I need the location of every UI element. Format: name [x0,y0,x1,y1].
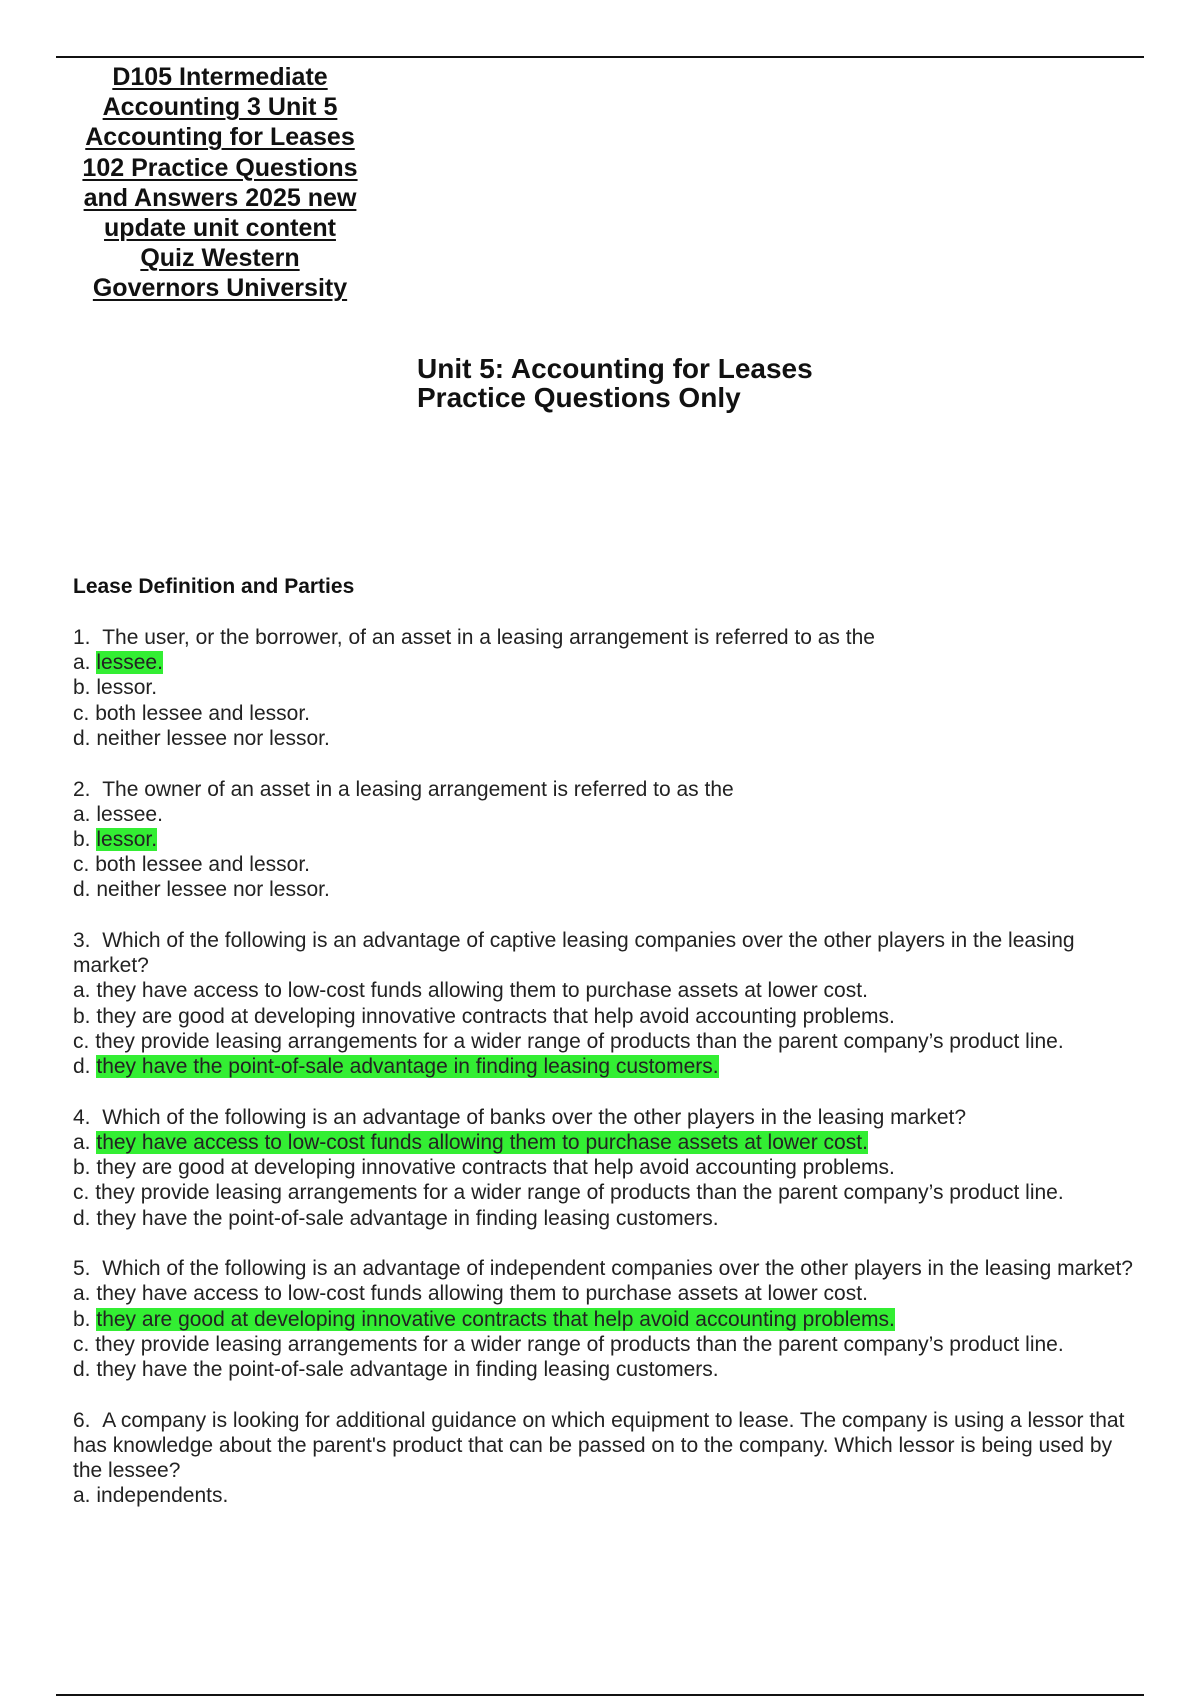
answer-option [73,1004,1143,1029]
option-letter: d. [73,1206,91,1230]
subtitle-line: Practice Questions Only [417,382,741,413]
option-text: they have access to low-cost funds allowing them to purchase assets at lower cost. [96,1282,868,1306]
question-stem: The user, or the borrower, of an asset in a leasing arrangement is referred to as the [102,626,875,649]
question-list [73,625,1143,1534]
question-text [73,1105,1143,1130]
question-text [73,777,1143,802]
question-text [73,928,1143,978]
option-letter: a. [73,651,91,675]
option-letter: b. [73,1004,91,1028]
answer-option [73,877,1143,902]
highlighted-answer: they have access to low-cost funds allowing them to purchase assets at lower cost. [96,1130,868,1154]
question-number: 3. [73,929,91,953]
option-letter: b. [73,676,91,700]
option-text: they are good at developing innovative contracts that help avoid accounting problems. [96,1156,895,1180]
option-text: lessor. [96,676,158,700]
answer-option [73,1180,1143,1205]
answer-option [73,1483,1143,1508]
question-stem: Which of the following is an advantage of banks over the other players in the leasing market? [102,1105,967,1129]
option-text: they provide leasing arrangements for a wider range of products than the parent company’s product line. [95,1029,1064,1053]
option-letter: c. [73,1332,90,1356]
question-stem: A company is looking for additional guidance on which equipment to lease. The company is using a lessor that has knowledge about the parent's product that can be passed on to the company. Which lessor is being used by the lessee? [73,1408,1125,1483]
option-letter: c. [73,701,90,725]
option-letter: b. [73,1307,91,1331]
question-block [73,928,1143,1079]
question-number: 6. [73,1408,91,1432]
answer-option [73,978,1143,1003]
highlighted-answer: they have the point-of-sale advantage in finding leasing customers. [96,1055,719,1079]
option-letter: a. [73,979,91,1003]
option-text: they provide leasing arrangements for a wider range of products than the parent company’s product line. [95,1332,1064,1356]
answer-option [73,1281,1143,1306]
document-title [70,62,370,304]
section-heading: Lease Definition and Parties [73,575,355,598]
option-letter: a. [73,1282,91,1306]
answer-option [73,802,1143,827]
highlighted-answer: lessee. [96,651,163,675]
title-line: Governors University [92,274,348,303]
option-letter: b. [73,827,91,851]
question-block [73,777,1143,903]
question-text [73,625,1143,650]
option-letter: d. [73,1358,91,1382]
answer-option [73,675,1143,700]
answer-option [73,1357,1143,1382]
answer-option [73,1054,1143,1079]
option-text: they have the point-of-sale advantage in finding leasing customers. [96,1206,719,1230]
option-text: neither lessee nor lessor. [96,878,330,902]
title-line: Accounting 3 Unit 5 [102,93,338,122]
answer-option [73,1130,1143,1155]
option-letter: c. [73,853,90,877]
title-line: update unit content [104,214,336,243]
question-text [73,1408,1143,1484]
answer-option [73,1155,1143,1180]
question-stem: Which of the following is an advantage of captive leasing companies over the other players in the leasing market? [73,929,1075,978]
question-number: 4. [73,1105,91,1129]
answer-option [73,701,1143,726]
option-text: neither lessee nor lessor. [96,726,330,750]
answer-option [73,1206,1143,1231]
question-block [73,1256,1143,1382]
option-text: they have the point-of-sale advantage in finding leasing customers. [96,1358,719,1382]
option-text: independents. [96,1484,229,1508]
question-block [73,625,1143,751]
answer-option [73,1332,1143,1357]
answer-option [73,852,1143,877]
option-letter: c. [73,1029,90,1053]
question-number: 1. [73,626,91,649]
question-text [73,1256,1143,1281]
answer-option [73,650,1143,675]
option-text: both lessee and lessor. [95,853,310,877]
option-text: they are good at developing innovative contracts that help avoid accounting problems. [96,1004,895,1028]
subtitle-line: Unit 5: Accounting for Leases [417,353,813,384]
highlighted-answer: lessor. [96,827,158,851]
option-text: lessee. [96,802,163,826]
option-letter: a. [73,1484,91,1508]
title-line: D105 Intermediate [112,63,328,91]
title-line: 102 Practice Questions [82,153,358,182]
option-letter: c. [73,1181,90,1205]
option-letter: a. [73,1130,91,1154]
highlighted-answer: they are good at developing innovative contracts that help avoid accounting problems. [96,1307,895,1331]
question-block [73,1105,1143,1231]
answer-option [73,1307,1143,1332]
option-text: they provide leasing arrangements for a wider range of products than the parent company’s product line. [95,1181,1064,1205]
bottom-rule [56,1694,1144,1696]
answer-option [73,827,1143,852]
question-number: 5. [73,1257,91,1281]
option-letter: d. [73,1055,91,1079]
document-subtitle [417,354,813,412]
option-text: they have access to low-cost funds allowing them to purchase assets at lower cost. [96,979,868,1003]
title-line: and Answers 2025 new [83,183,357,212]
top-rule [56,56,1144,58]
question-stem: Which of the following is an advantage of independent companies over the other players in the leasing market? [102,1257,1133,1281]
answer-option [73,726,1143,751]
question-number: 2. [73,777,91,801]
question-block [73,1408,1143,1509]
option-letter: d. [73,878,91,902]
option-letter: b. [73,1156,91,1180]
question-stem: The owner of an asset in a leasing arrangement is referred to as the [102,777,734,801]
option-letter: a. [73,802,91,826]
answer-option [73,1029,1143,1054]
option-letter: d. [73,726,91,750]
option-text: both lessee and lessor. [95,701,310,725]
title-line: Accounting for Leases [85,123,355,152]
title-line: Quiz Western [140,244,300,273]
